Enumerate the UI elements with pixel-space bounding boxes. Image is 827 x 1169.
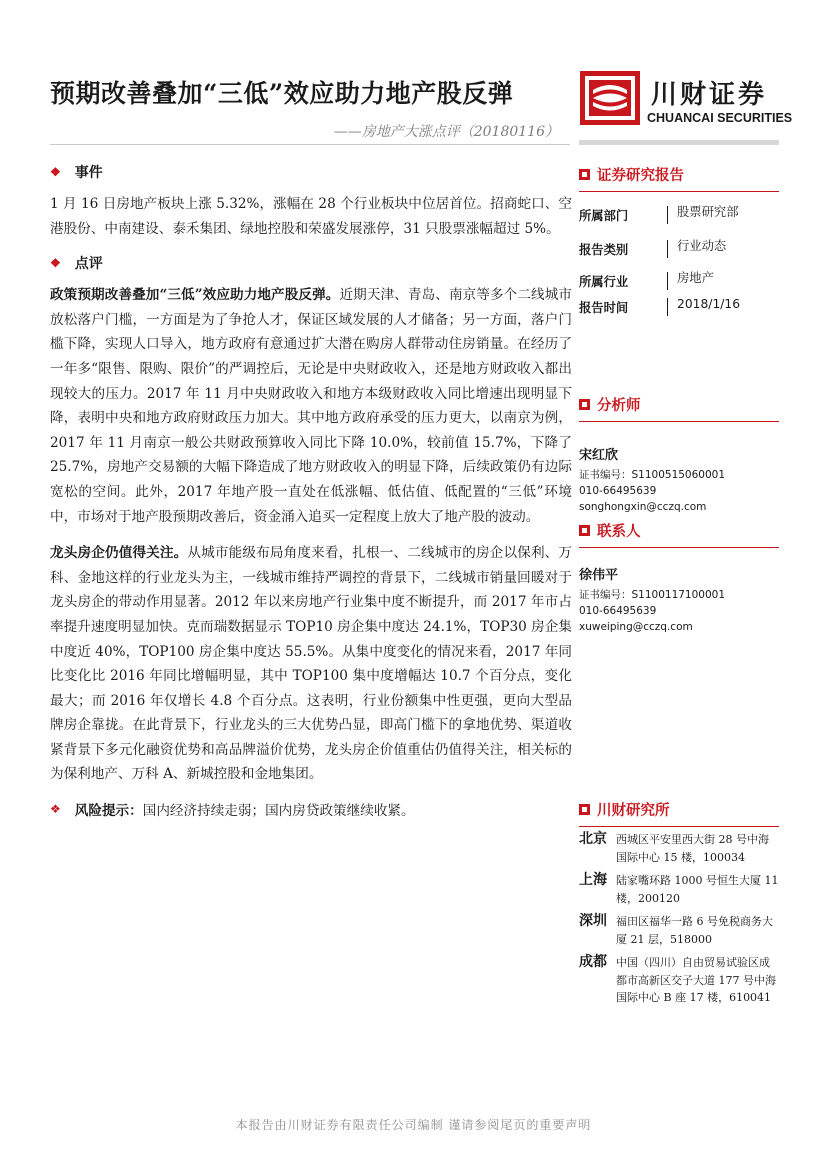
analyst-email[interactable]: songhongxin@cczq.com bbox=[579, 501, 707, 513]
diamond-bullet-icon: ❖ bbox=[50, 802, 61, 817]
sidebar-analyst bbox=[579, 394, 779, 515]
info-value: 2018/1/16 bbox=[667, 298, 740, 316]
logo-underline-bar bbox=[579, 140, 779, 145]
sidebar-contact bbox=[579, 520, 779, 635]
office-city: 北京 bbox=[579, 831, 607, 847]
square-bullet-icon bbox=[579, 525, 590, 536]
office-address: 西城区平安里西大街 28 号中海国际中心 15 楼，100034 bbox=[616, 833, 769, 864]
section-comment-heading bbox=[50, 253, 572, 273]
report-subtitle: ——房地产大涨点评（20180116） bbox=[333, 124, 559, 140]
comment-paragraph-1 bbox=[50, 283, 572, 529]
office-shanghai bbox=[579, 872, 779, 907]
sidebar-divider bbox=[579, 547, 779, 548]
office-address: 福田区福华一路 6 号免税商务大厦 21 层，518000 bbox=[616, 915, 773, 946]
comment-paragraph-2 bbox=[50, 541, 572, 787]
paragraph-lead: 政策预期改善叠加“三低”效应助力地产股反弹。 bbox=[50, 287, 340, 304]
office-beijing bbox=[579, 831, 779, 866]
info-key: 报告时间 bbox=[579, 300, 629, 315]
info-key: 报告类别 bbox=[579, 242, 629, 257]
office-address: 中国（四川）自由贸易试验区成都市高新区交子大道 177 号中海国际中心 B 座 17 楼，610041 bbox=[616, 956, 776, 1004]
sidebar-heading-institute bbox=[579, 799, 779, 820]
analyst-name: 宋红欣 bbox=[579, 448, 619, 463]
info-value: 股票研究部 bbox=[667, 206, 739, 224]
company-logo bbox=[579, 70, 793, 130]
sidebar-heading-label: 证券研究报告 bbox=[597, 167, 684, 184]
logo-text-en: CHUANCAI SECURITIES bbox=[647, 111, 793, 125]
info-value: 房地产 bbox=[667, 272, 714, 290]
sidebar-heading-analyst bbox=[579, 394, 779, 415]
info-row-department bbox=[579, 206, 779, 224]
risk-text: 国内经济持续走弱；国内房贷政策继续收紧。 bbox=[142, 803, 415, 820]
chuancai-logo-icon bbox=[579, 70, 641, 126]
sidebar-heading-report bbox=[579, 164, 779, 185]
logo-text-cn: 川财证券 bbox=[651, 80, 768, 110]
risk-warning bbox=[50, 799, 572, 819]
paragraph-body: 近期天津、青岛、南京等多个二线城市放松落户门槛，一方面是为了争抢人才，保证区域发展的人才储备；另一方面，落户门槛下降，实现人口导入，地方政府有意通过扩大潜在购房人群带动住房销量。在经历了一年多“限售、限购、限价”的严调控后，无论是中央财政收入，还是地方财政收入都出现较大的压力。2017 年 11 月中央财政收入和地方本级财政收入同比增速出现明显下降，表明中央和地方政府财政压力加大。其中地方政府承受的压力更大，以南京为例，2017 年 11 月南京一般公共财政预算收入同比下降 10.0%，较前值 15.7%，下降了 25.7%，房地产交易额的大幅下降造成了地方财政收入的明显下降，后续政策仍有边际宽松的空间。此外，2017 年地产股一直处在低涨幅、低估值、低配置的“三低”环境中，市场对于地产股预期改善后，资金涌入追买一定程度上放大了地产股的波动。 bbox=[50, 287, 573, 525]
diamond-bullet-icon: ❖ bbox=[50, 165, 61, 179]
section-heading-label: 事件 bbox=[74, 165, 103, 181]
contact-cert: 证书编号：S1100117100001 bbox=[579, 589, 726, 601]
square-bullet-icon bbox=[579, 169, 590, 180]
sidebar-heading-contact bbox=[579, 520, 779, 541]
paragraph-lead: 龙头房企仍值得关注。 bbox=[50, 545, 188, 562]
office-address: 陆家嘴环路 1000 号恒生大厦 11 楼，200120 bbox=[616, 874, 779, 905]
sidebar-report-info bbox=[579, 164, 779, 315]
analyst-cert: 证书编号：S1100515060001 bbox=[579, 469, 726, 481]
section-event-heading bbox=[50, 162, 572, 182]
info-key: 所属部门 bbox=[579, 208, 629, 223]
sidebar-divider bbox=[579, 826, 779, 827]
info-value: 行业动态 bbox=[667, 240, 726, 258]
sidebar-institute bbox=[579, 799, 779, 1013]
square-bullet-icon bbox=[579, 804, 590, 815]
event-paragraph: 1 月 16 日房地产板块上涨 5.32%，涨幅在 28 个行业板块中位居首位。招商蛇口、空港股份、中南建设、泰禾集团、绿地控股和荣盛发展涨停，31 只股票涨幅超过 5%。 bbox=[50, 196, 572, 237]
square-bullet-icon bbox=[579, 399, 590, 410]
diamond-bullet-icon: ❖ bbox=[50, 256, 61, 271]
office-city: 成都 bbox=[579, 954, 607, 970]
info-row-date bbox=[579, 298, 779, 316]
office-city: 深圳 bbox=[579, 913, 607, 929]
sidebar-heading-label: 分析师 bbox=[597, 397, 641, 414]
info-row-industry bbox=[579, 272, 779, 290]
office-city: 上海 bbox=[579, 872, 607, 888]
page-footer-disclaimer: 本报告由川财证券有限责任公司编制 谨请参阅尾页的重要声明 bbox=[235, 1118, 592, 1132]
contact-email[interactable]: xuweiping@cczq.com bbox=[579, 621, 693, 633]
sidebar-heading-label: 川财研究所 bbox=[597, 802, 670, 819]
info-key: 所属行业 bbox=[579, 274, 629, 289]
office-shenzhen bbox=[579, 913, 779, 948]
main-content bbox=[50, 162, 572, 819]
risk-label: 风险提示： bbox=[74, 803, 143, 820]
section-heading-label: 点评 bbox=[74, 256, 103, 273]
sidebar-divider bbox=[579, 421, 779, 422]
report-title: 预期改善叠加“三低”效应助力地产股反弹 bbox=[50, 79, 514, 108]
info-row-category bbox=[579, 240, 779, 258]
contact-phone: 010-66495639 bbox=[579, 605, 657, 617]
contact-name: 徐伟平 bbox=[579, 568, 619, 583]
office-chengdu bbox=[579, 954, 779, 1007]
header-divider bbox=[50, 144, 570, 145]
paragraph-body: 从城市能级布局角度来看，扎根一、二线城市的房企以保利、万科、金地这样的行业龙头为主，一线城市维持严调控的背景下，二线城市销量回暖对于龙头房企的带动作用显著。2012 年以来房地产行业集中度不断提升，而 2017 年市占率提升速度明显加快。克而瑞数据显示 TOP10 房企集中度达 24.1%，TOP30 房企集中度近 40%，TOP100 房企集中度达 55.5%。从集中度变化的情况来看，2017 年同比变化比 2016 年同比增幅明显，其中 TOP100 集中度增幅达 10.7 个百分点，变化最大；而 2016 年仅增长 4.8 个百分点。这表明，行业份额集中性更强，更向大型品牌房企靠拢。在此背景下，行业龙头的三大优势凸显，即高门槛下的拿地优势、渠道收紧背景下多元化融资优势和高品牌溢价优势，龙头房企价值重估仍值得关注，相关标的为保利地产、万科 A、新城控股和金地集团。 bbox=[50, 545, 573, 783]
sidebar-heading-label: 联系人 bbox=[597, 523, 641, 540]
analyst-phone: 010-66495639 bbox=[579, 485, 657, 497]
